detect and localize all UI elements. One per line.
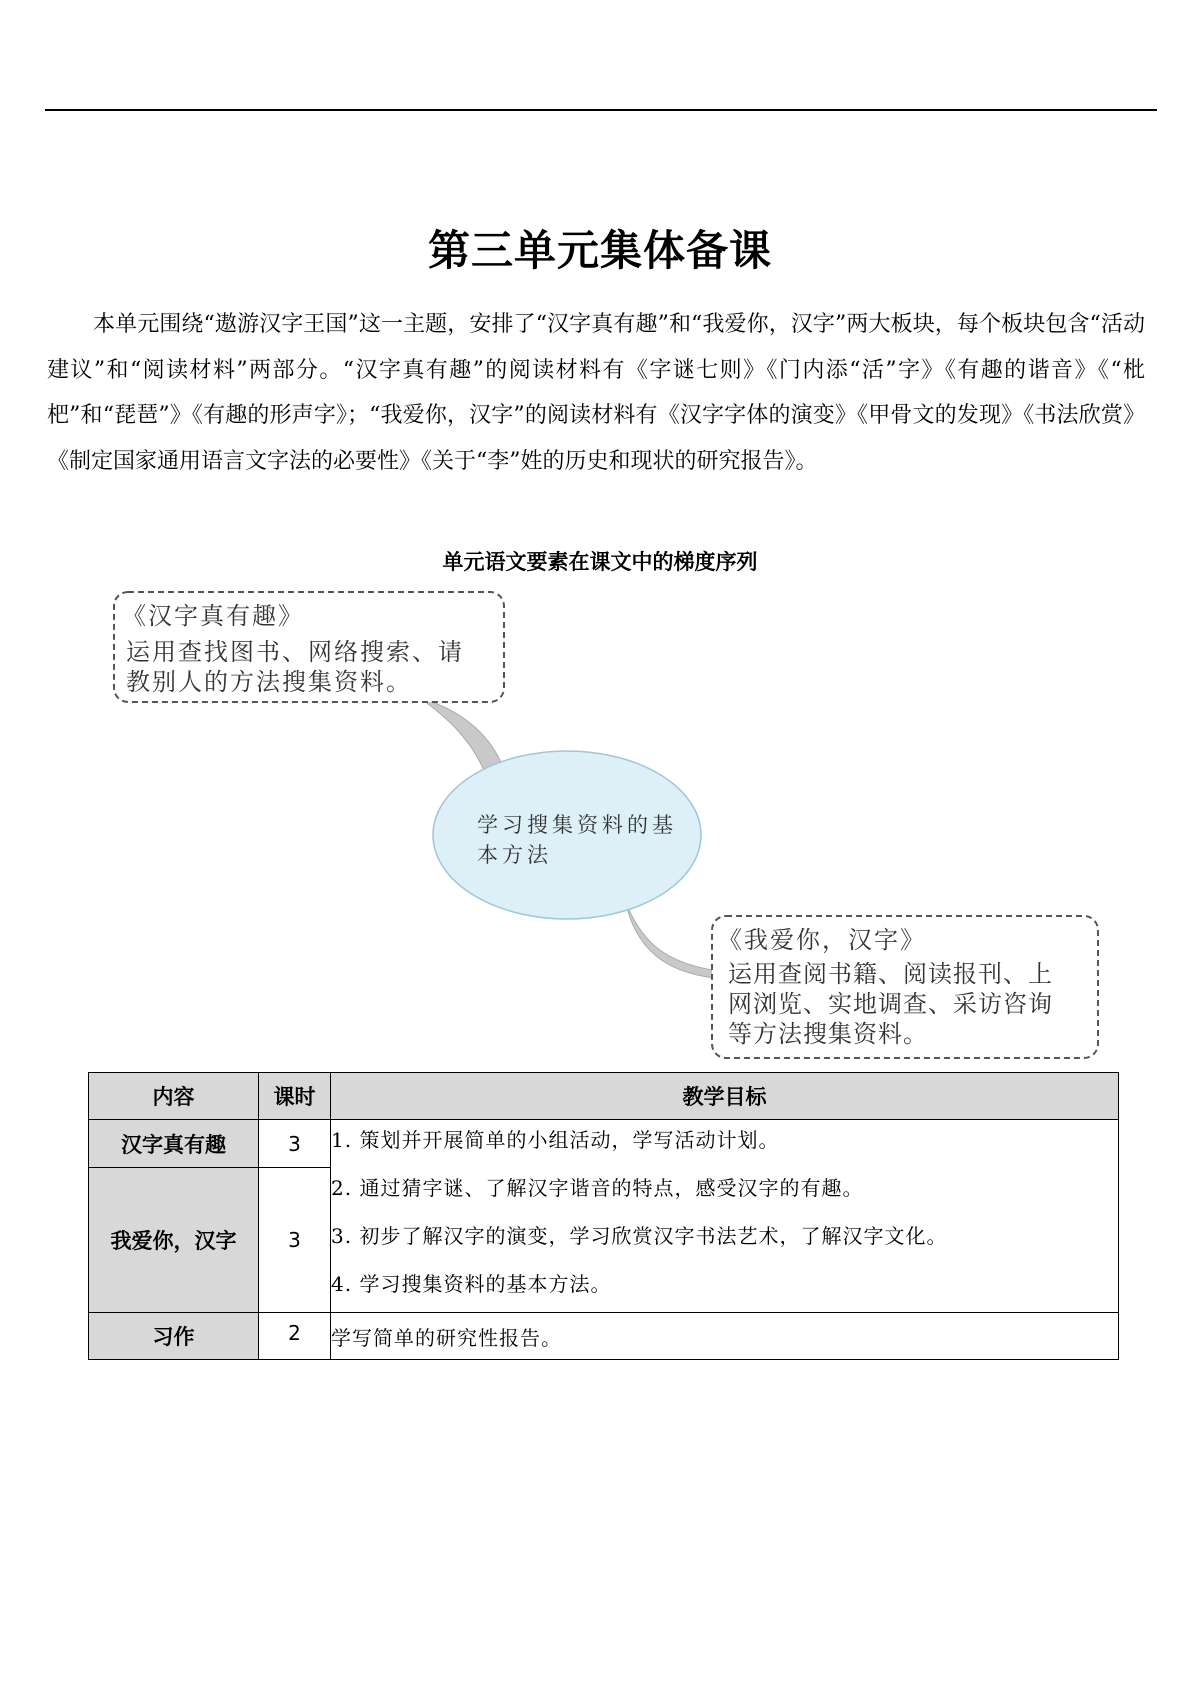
center-goal-line2: 本方法 [477,843,552,867]
goal-item: 4. 学习搜集资料的基本方法。 [331,1272,612,1296]
box-hanzi-fun-heading: 《汉字真有趣》 [122,602,304,630]
connector-bottom [625,900,714,978]
header-content: 内容 [89,1073,259,1120]
box-hanzi-fun-line1: 运用查找图书、网络搜索、请 [126,638,464,666]
row-content: 习作 [89,1313,259,1360]
box-hanzi-fun-line2: 教别人的方法搜集资料。 [126,668,412,696]
header-goals: 教学目标 [331,1073,1119,1120]
goal-item: 2. 通过猜字谜、了解汉字谐音的特点，感受汉字的有趣。 [331,1176,864,1200]
row-hours: 2 [259,1313,331,1360]
row-content: 我爱你，汉字 [89,1168,259,1313]
goal-item: 1. 策划并开展简单的小组活动，学写活动计划。 [331,1128,780,1152]
box-love-hanzi-heading: 《我爱你，汉字》 [718,926,926,954]
box-love-hanzi-line3: 等方法搜集资料。 [728,1020,928,1048]
row-hours: 3 [259,1120,331,1168]
row-content: 汉字真有趣 [89,1120,259,1168]
table-header-row [89,1073,1119,1120]
row-hours: 3 [259,1168,331,1313]
page-title: 第三单元集体备课 [427,226,772,275]
goals-cell [331,1120,1119,1313]
header-hours: 课时 [259,1073,331,1120]
lesson-plan-table [88,1072,1119,1360]
diagram-title: 单元语文要素在课文中的梯度序列 [442,550,758,574]
goal-item: 3. 初步了解汉字的演变，学习欣赏汉字书法艺术，了解汉字文化。 [331,1224,948,1248]
table-row [89,1313,1119,1360]
box-love-hanzi-line1: 运用查阅书籍、阅读报刊、上 [728,960,1053,988]
concept-diagram [0,580,1200,1060]
row-goal: 学写简单的研究性报告。 [331,1313,1119,1360]
table-row [89,1120,1119,1168]
box-love-hanzi-line2: 网浏览、实地调查、采访咨询 [728,990,1053,1018]
header-rule [45,109,1157,111]
center-goal-line1: 学习搜集资料的基 [477,813,677,837]
intro-paragraph: 本单元围绕“遨游汉字王国”这一主题，安排了“汉字真有趣”和“我爱你，汉字”两大板块，每个板块包含“活动建议”和“阅读材料”两部分。“汉字真有趣”的阅读材料有《字谜七则》《门内添“活”字》《有趣的谐音》《“枇杷”和“琵琶”》《有趣的形声字》；“我爱你，汉字”的阅读材料有《汉字字体的演变》《甲骨文的发现》《书法欣赏》《制定国家通用语言文字法的必要性》《关于“李”姓的历史和现状的研究报告》。 [47,312,1145,474]
